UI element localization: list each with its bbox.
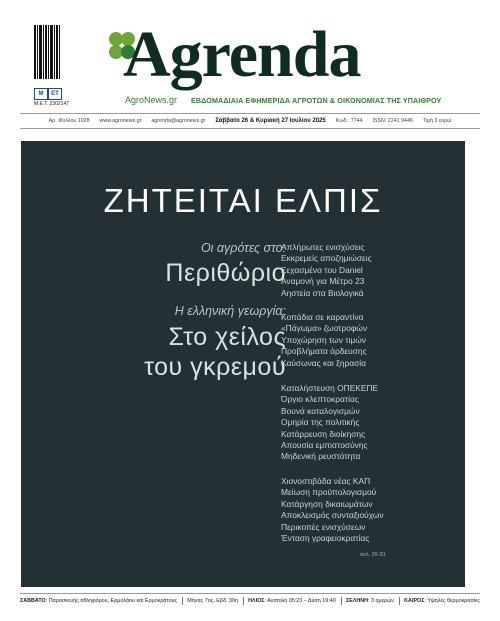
badge-et: ΕΤ [48,88,62,100]
footer-strip [20,596,480,606]
divider [20,593,480,594]
bullet-group-livestock [281,312,367,369]
list-item: Βουνά καταλογισμών [281,405,360,416]
label-agriculture: Η ελληνική γεωργία: [174,304,286,318]
footer-moon [346,598,394,604]
footer-weather-label: ΚΑΙΡΟΣ [404,598,425,604]
footer-sun-label: ΗΛΙΟΣ [248,598,265,604]
big-edge-line1: Στο χείλος [168,323,286,351]
list-item: Προβλήματα άρδευσης [281,346,367,357]
footer-moon-text: : 3 ημερών [368,598,394,604]
footer-weather-text: : Υψηλές θερμοκρασίες [424,598,480,604]
bullet-group-subsidies [281,242,372,299]
divider [20,113,480,114]
website-link[interactable]: www.agronews.gr [99,118,142,124]
email-link[interactable]: agrenda@agronews.gr [151,118,206,124]
site-link[interactable]: AgroNews.gr [125,95,178,105]
info-strip [20,116,480,126]
footer-sun [248,598,336,604]
big-edge-line2: του γκρεμού [144,353,286,381]
list-item: Κοπάδια σε καραντίνα [281,312,364,322]
barcode-icon [33,23,61,85]
issn: ISSN: 2241 9446 [372,118,413,124]
page-reference: σελ. 26-31 [360,552,386,558]
list-item: Κατάργηση δικαιωμάτων [281,498,373,509]
label-farmers: Οι αγρότες στο: [200,241,286,255]
list-item: «Πάγωμα» ζωοτροφών [281,323,368,334]
masthead-tagline: ΕΒΔΟΜΑΔΙΑΙΑ ΕΦΗΜΕΡΙΔΑ ΑΓΡΟΤΩΝ & ΟΙΚΟΝΟΜΙΑΣ ΤΗΣ ΥΠΑΙΘΡΟΥ [191,96,442,105]
divider [20,128,480,129]
list-item: Μηδενική ρευστότητα [281,451,361,462]
issue-date: Σάββατο 26 & Κυριακή 27 Ιουλίου 2025 [215,118,326,124]
issue-number: Αρ. Φύλλου 1028 [48,118,90,124]
list-item: Όργιο κλεπτοκρατίας [281,394,359,405]
footer-month-week: Μήνας 7ος, Εβδ. 30η [187,598,238,604]
list-item: Περικοπές ενισχύσεων [281,521,366,532]
list-item: Ένταση γραφειοκρατίας [281,532,370,543]
logo-wordmark: Agrenda [123,18,361,91]
footer-moon-label: ΣΕΛΗΝΗ [345,598,369,604]
footer-weather [404,598,480,604]
badge-m: Μ [34,88,48,100]
bullet-group-opekepe [281,383,378,463]
list-item: Ξεχασμένα του Daniel [281,264,363,275]
footer-saints-text: : Παρασκευής αθληφόρου, Ερμολάου και Ερμοκράτους [45,598,178,604]
bullet-group-cap [281,476,384,544]
big-margin: Περιθώριο [165,259,286,287]
list-item: Καύσωνας και ξηρασία [281,357,367,368]
mec-code: Μ.Ε.Τ. 2302147 [34,101,70,107]
cover-headline: ΖΗΤΕΙΤΑΙ ΕΛΠΙΣ [103,182,383,219]
list-item: Εκκρεμείς αποζημιώσεις [281,253,372,264]
list-item: Χιονοστιβάδα νέας ΚΑΠ [281,476,371,486]
list-item: Απουσία εμπιστοσύνης [281,439,368,450]
footer-sun-text: : Ανατολή 05:23 – Δύση 19:40 [264,598,336,604]
product-code: Κωδ.: 7744 [335,118,363,124]
list-item: Ομηρία της πολιτικής [281,417,360,428]
list-item: Αναμονή για Μέτρο 23 [281,276,365,287]
price: Τιμή 3 ευρώ [422,118,452,124]
list-item: Αποκλεισμός συνταξιούχων [281,510,384,521]
list-item: Απλήρωτες ενισχύσεις [281,242,365,252]
list-item: Μείωση προϋπολογισμού [281,487,377,498]
list-item: Αηστεία στα Βιολογικά [281,287,364,298]
list-item: Κατάρρευση διοίκησης [281,428,366,439]
list-item: Υποχώρηση των τιμών [281,334,366,345]
footer-day: ΣΑΒΒΑΤΟ [20,598,46,604]
footer-saints [20,598,177,604]
list-item: Καταλήστευση ΟΠΕΚΕΠΕ [281,383,379,393]
